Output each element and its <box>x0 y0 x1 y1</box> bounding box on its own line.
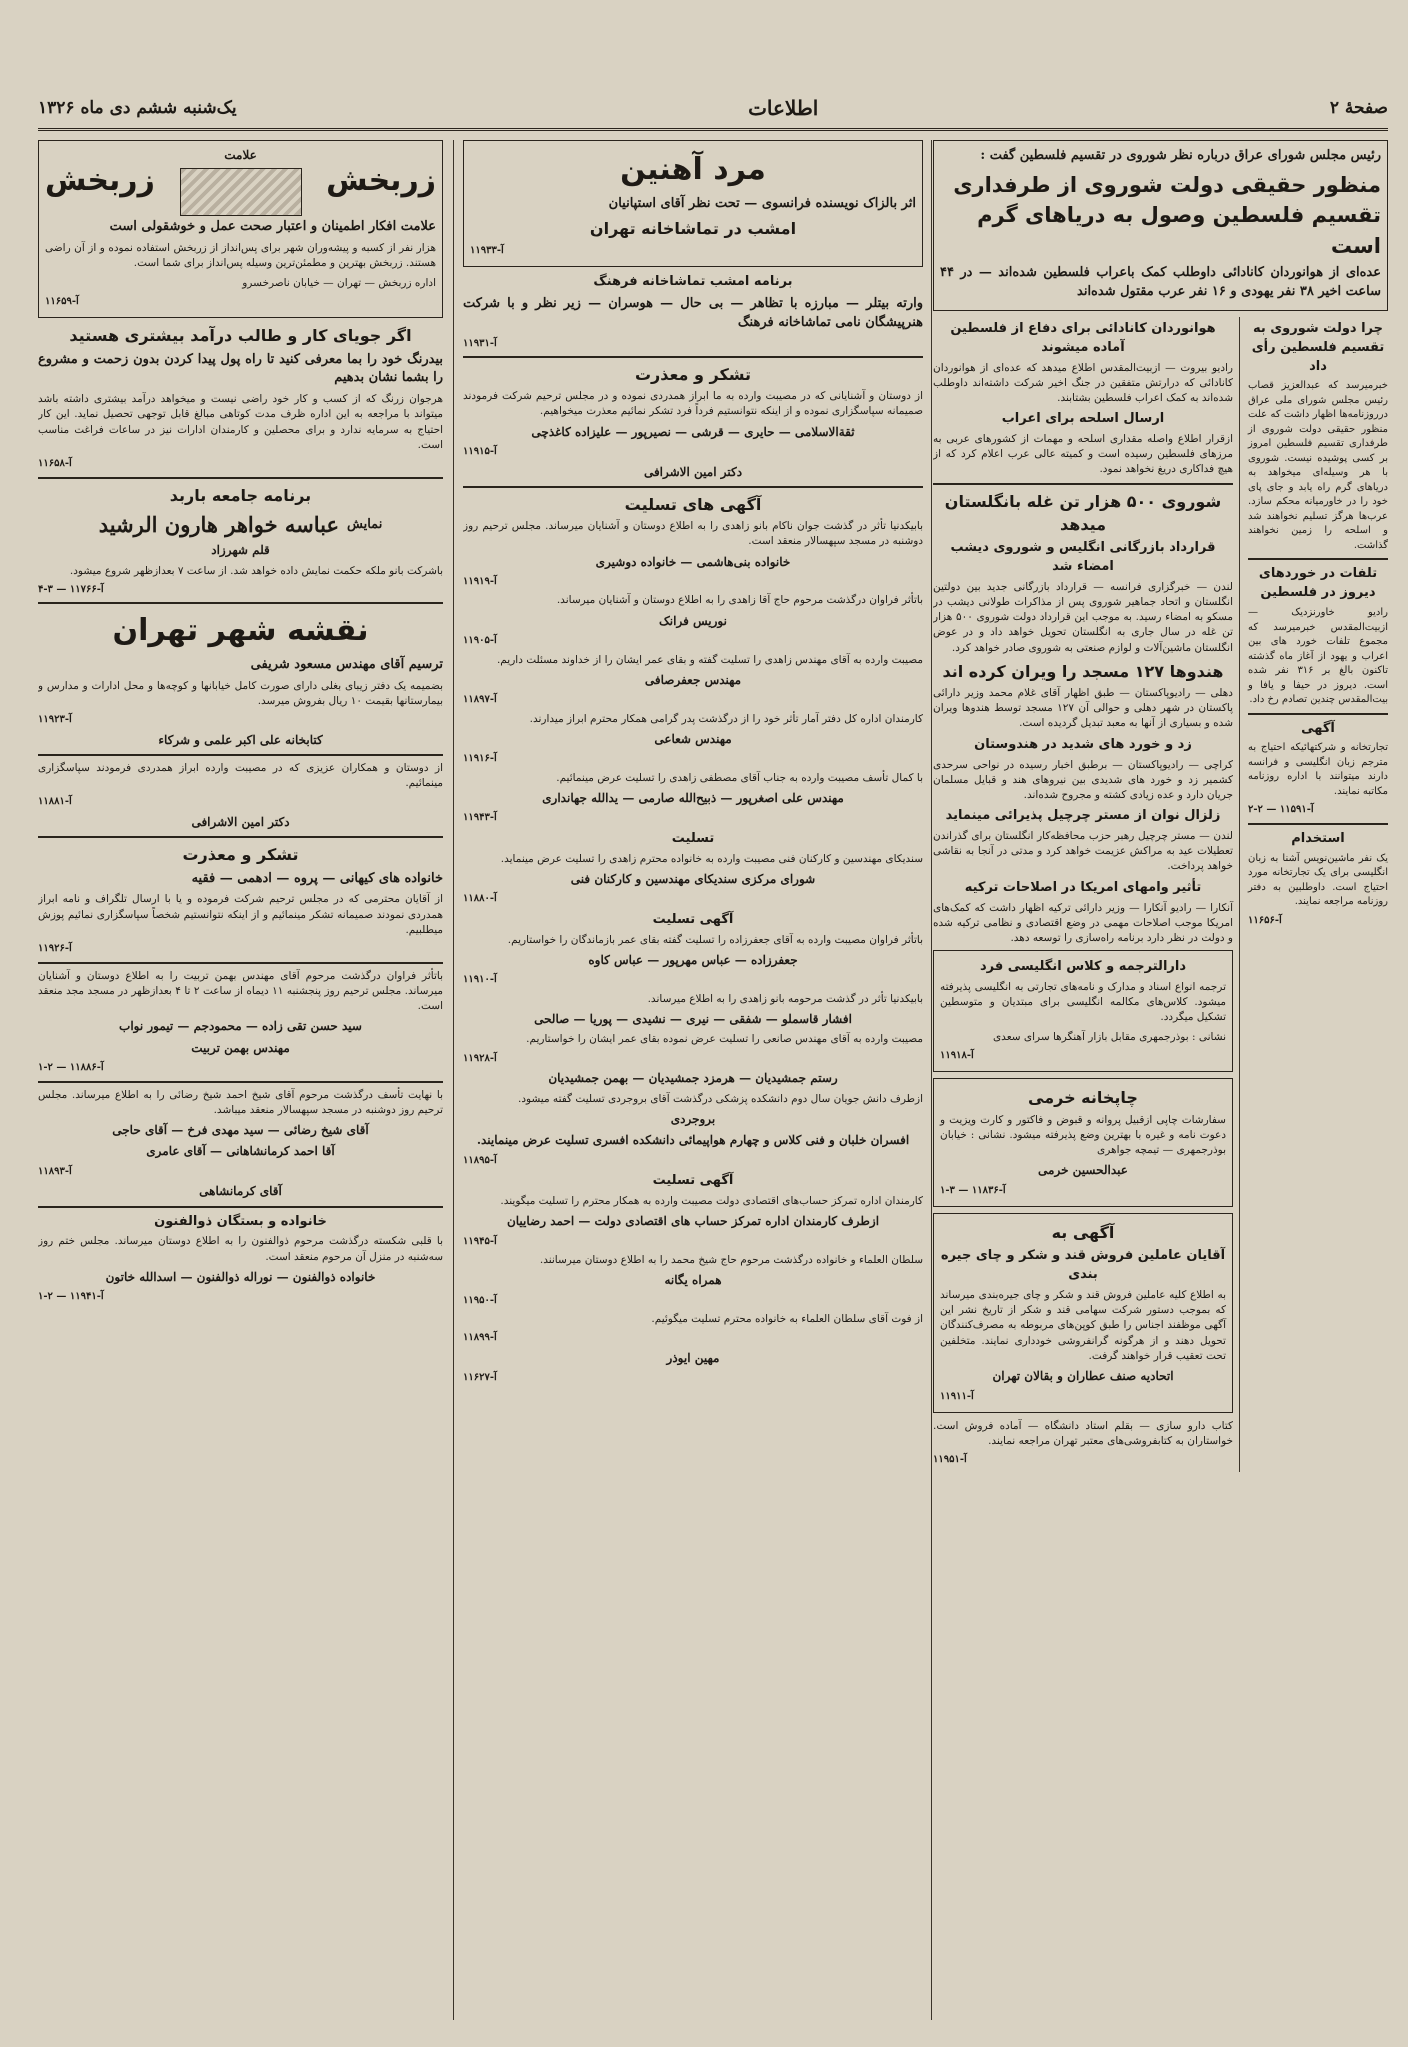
pilots-body: رادیو بیروت — ازبیت‌المقدس اطلاع میدهد که عده‌ای از هوانوردان کانادائی که درارتش متفقین در جنگ اخیر شرکت داشته‌اند داوطلب شده‌اند به کمک اعراب فلسطین بشتابند. <box>933 361 1233 404</box>
condolence-code: آ-۱۱۹۴۳ <box>463 812 497 824</box>
brand-name: زربخش <box>326 162 436 198</box>
lead-headline: منظور حقیقی دولت شوروی از طرفداری تقسیم فلسطین وصول به دریاهای گرم است <box>953 172 1381 258</box>
condolence-code: آ-۱۱۸۹۵ <box>463 1154 497 1166</box>
divider <box>1248 823 1388 825</box>
mosque-body: دهلی — رادیوپاکستان — طبق اظهار آقای غلام محمد وزیر دارائی پاکستان در شهر دهلی و حوالی آن ۱۲۷ مسجد توسط هندوها ویران شده و بسیاری از آنها به معبد تبدیل گردیده است. <box>933 687 1234 730</box>
map-subhead: ترسیم آقای مهندس مسعود شریفی <box>250 656 443 672</box>
left-notice-body: تجارتخانه و شرکتهائیکه احتیاج به مترجم زبان انگلیسی و فرانسه دارند میتوانند با اداره روزنامه مکاتبه نمایند. <box>1248 742 1388 797</box>
mourning-name: آقای کرمانشاهی <box>199 1184 282 1199</box>
page-number: صفحهٔ ۲ <box>1329 98 1388 118</box>
masthead <box>38 88 1388 131</box>
churchill-body: لندن — مستر چرچیل رهبر حزب محافظه‌کار انگلستان برای گذراندن تعطیلات عید به مراکش عزیمت خواهد کرد و مدتی در آنجا به نقاشی خواهد پرداخت. <box>933 830 1233 873</box>
column-rule <box>931 140 932 2020</box>
condolence-code: آ-۱۱۹۱۰ <box>463 974 497 986</box>
grain-body: لندن — خبرگزاری فرانسه — قرارداد بازرگانی جدید بین دولتین انگلستان و اتحاد جماهیر شوروی پس از مذاکرات طولانی دیشب در مسکو به امضاء رسید. به موجب این قرارداد دولت شوروی ۵۰۰ هزار تن غله در سال جاری به انگلستان تحویل خواهد داد و در عوض انگلستان ماشین‌آلات و لوازم صنعتی به شوروی صادر خواهد کرد. <box>933 580 1234 654</box>
condolence-body: ازطرف دانش جویان سال دوم دانشکده پزشکی درگذشت آقای بروجردی تسلیت گفته میشود. <box>518 1092 923 1105</box>
divider <box>933 483 1233 485</box>
thanks-code: آ-۱۱۸۸۱ <box>38 796 72 808</box>
ration-notice-org: اتحادیه صنف عطاران و بقالان تهران <box>992 1369 1174 1384</box>
ration-notice-headline: آگهی به <box>1051 1223 1115 1243</box>
thanks-doctor: دکتر امین الاشرافی <box>643 464 743 479</box>
politics-subcol-right <box>1248 317 1388 1472</box>
mourning-body: با نهایت تأسف درگذشت مرحوم آقای شیخ احمد شیخ رضائی را به اطلاع میرساند. مجلس ترحیم روز دوشنبه در مسجد سپهسالار منعقد میباشد. <box>38 1088 443 1116</box>
print-shop-code: آ-۱۱۸۳۶ — ۳-۱ <box>940 1184 1006 1196</box>
condolence-code: آ-۱۱۸۹۹ <box>463 1332 497 1344</box>
hire-code: آ-۱۱۶۵۶ <box>1248 914 1282 926</box>
divider <box>1248 558 1388 560</box>
print-shop-ad <box>933 1078 1233 1207</box>
translation-ad-headline: دارالترجمه و کلاس انگلیسی فرد <box>979 959 1187 975</box>
zarbakhsh-header <box>45 145 436 216</box>
casualties-body: رادیو خاورنزدیک — ازبیت‌المقدس خبرمیرسد که مجموع تلفات خورد های بین اعراب و یهود از آغاز ماه گذشته تاکنون بالغ بر ۳۱۶ نفر شده است. دیروز در حیفا و یافا و بیت‌المقدس چندین تصادم رخ داد. <box>1248 607 1388 706</box>
left-notice-code: آ-۱۱۵۹۱ — ۲-۲ <box>1248 804 1314 816</box>
kashmir-body: کراچی — رادیوپاکستان — برطبق اخبار رسیده در نواحی سرحدی کشمیر زد و خورد های شدیدی بین نیروهای هند و قبایل مسلمان جریان دارد و عده زیادی کشته و مجروح شده‌اند. <box>933 758 1233 801</box>
thanks-headline: تشکر و معذرت <box>182 845 299 865</box>
turkey-body: آنکارا — رادیو آنکارا — وزیر دارائی ترکیه اظهار داشت که کمک‌های امریکا موجب اصلاحات مهمی در وضع اقتصادی و نظامی ترکیه شده و دولت در نظر دارد برنامه راه‌سازی را توسعه دهد. <box>933 901 1233 944</box>
translation-ad-address: نشانی : بوذرجمهری مقابل بازار آهنگرها سرای سعدی <box>992 1030 1226 1043</box>
paper-name: اطلاعات <box>748 96 819 120</box>
condolence-signers: مهندس علی اصغرپور — ذبیح‌الله صارمی — یدالله جهانداری <box>542 791 844 806</box>
thanks-families: خانواده های کیهانی — پروه — ادهمی — فقیه <box>191 870 443 886</box>
condolence-code: آ-۱۱۸۸۰ <box>463 893 497 905</box>
lead-kicker: رئیس مجلس شورای عراق درباره نظر شوروی در تقسیم فلسطین گفت : <box>980 148 1381 163</box>
print-shop-headline: چاپخانه خرمی <box>1028 1088 1138 1108</box>
mosque-headline: هندوها ۱۲۷ مسجد را ویران کرده اند <box>942 661 1224 681</box>
condolence-body: باتأثر فراوان مصیبت وارده به آقای جعفرزاده را تسلیت گفته بقای عمر بازماندگان را خواستاریم. <box>507 933 923 946</box>
politics-subcol-left <box>933 317 1240 1472</box>
brand-code: آ-۱۱۶۵۹ <box>45 295 79 307</box>
program-code: آ-۱۱۹۳۱ <box>463 337 497 349</box>
divider <box>38 1081 443 1083</box>
thanks-code: آ-۱۱۹۱۵ <box>463 446 497 458</box>
condolence-body: سلطان العلماء و خانواده درگذشت مرحوم حاج شیخ محمد را به اطلاع دوستان میرسانند. <box>539 1254 923 1266</box>
thanks-code: آ-۱۱۹۲۶ <box>38 943 72 955</box>
play-author: قلم شهرزاد <box>211 543 270 558</box>
play-prefix: نمایش <box>347 516 383 532</box>
thanks-headline: تشکر و معذرت <box>634 365 752 385</box>
condolence-body: از فوت آقای سلطان العلماء به خانواده محترم تسلیت میگوئیم. <box>651 1313 923 1326</box>
play-title: عباسه خواهر هارون الرشید <box>98 511 340 537</box>
memorial-code: آ-۱۱۸۸۶ — ۲-۱ <box>38 1062 104 1073</box>
thanks-body: از دوستان و آشنایانی که در مصیبت وارده به ما ابراز همدردی نموده و در مجلس ترحیم شرکت فرمودند صمیمانه سپاسگزاری نموده و از اینکه نتوانستیم فرداً فرد تشکر نمائیم معذرت میخواهیم. <box>463 390 923 418</box>
grain-subhead: قرارداد بازرگانی انگلیس و شوروی دیشب امضاء شد <box>950 540 1216 574</box>
soviet-vote-headline: چرا دولت شوروی به تقسیم فلسطین رأی داد <box>1251 320 1385 374</box>
divider <box>38 477 443 479</box>
family-body: با قلبی شکسته درگذشت مرحوم ذوالفنون را به اطلاع دوستان میرساند. مجلس ختم روز سه‌شنبه در منزل آن مرحوم منعقد است. <box>38 1235 443 1263</box>
book-ad-code: آ-۱۱۹۵۱ <box>933 1454 967 1466</box>
condolence-body: با کمال تأسف مصیبت وارده به جناب آقای مصطفی زاهدی را تسلیت عرض مینمائیم. <box>556 771 923 784</box>
theater-ad <box>463 140 923 267</box>
pilots-headline: هوانوردان کانادائی برای دفاع از فلسطین آماده میشوند <box>950 320 1216 355</box>
ration-notice <box>933 1213 1233 1413</box>
condolence-code: آ-۱۱۹۴۵ <box>463 1235 497 1247</box>
thanks-signers: ثقةالاسلامی — حایری — قرشی — نصیرپور — علیزاده کاغذچی <box>531 424 855 439</box>
left-notice-headline: آگهی <box>1301 720 1335 736</box>
translation-ad-code: آ-۱۱۹۱۸ <box>940 1049 974 1061</box>
kashmir-headline: زد و خورد های شدید در هندوستان <box>974 736 1192 752</box>
condolence-signers: افشار قاسملو — شفقی — نیری — نشیدی — پوریا — صالحی <box>534 1012 852 1027</box>
condolence-code: آ-۱۱۶۲۷ <box>463 1372 497 1384</box>
ration-notice-code: آ-۱۱۹۱۱ <box>940 1390 974 1402</box>
condolence-headline: آگهی تسلیت <box>652 911 734 927</box>
condolence-code: آ-۱۱۹۲۸ <box>463 1052 497 1064</box>
job-ad-subhead: بیدرنگ خود را بما معرفی کنید تا راه پول پیدا کردن بدون زحمت و مشروع را بشما نشان بدهیم <box>38 351 443 386</box>
divider <box>38 962 443 964</box>
divider <box>1248 713 1388 715</box>
condolence-body: مصیبت وارده به آقای مهندس صانعی را تسلیت عرض نموده بقای عمر ایشان را خواستاریم. <box>526 1033 923 1046</box>
zarbakhsh-ad <box>38 140 443 318</box>
turkey-headline: تأثیر وامهای امریکا در اصلاحات ترکیه <box>964 879 1202 895</box>
job-ad-code: آ-۱۱۶۵۸ <box>38 458 72 470</box>
condolence-code: آ-۱۱۹۰۵ <box>463 635 497 647</box>
churchill-headline: زلزال نوان از مستر چرچیل پذیرائی مینماید <box>945 808 1221 824</box>
brand-slogan: علامت افکار اطمینان و اعتبار صحت عمل و خوشقولی است <box>109 219 436 235</box>
thanks-body: از دوستان و همکاران عزیزی که در مصیبت وارده ابراز همدردی فرمودند سپاسگزاری مینمائیم. <box>38 762 443 790</box>
condolence-body: باتأثر فراوان درگذشت مرحوم حاج آقا زاهدی را به اطلاع دوستان و آشنایان میرساند. <box>556 594 923 607</box>
condolence-code: آ-۱۱۹۱۶ <box>463 753 497 765</box>
play-code: آ-۱۱۷۶۶ — ۳-۴ <box>38 583 104 595</box>
hire-body: یک نفر ماشین‌نویس آشنا به زبان انگلیسی برای یک تجارتخانه مورد احتیاج است. داوطلبین به دفتر روزنامه مراجعه نمایند. <box>1248 852 1388 908</box>
condolence-signers: مهین ایوذر <box>666 1350 720 1365</box>
divider <box>463 486 923 488</box>
divider <box>38 602 443 604</box>
brand-name: زربخش <box>45 162 155 198</box>
grain-headline: شوروی ۵۰۰ هزار تن غله بانگلستان میدهد <box>944 491 1222 534</box>
thanks-signer: دکتر امین الاشرافی <box>191 814 290 829</box>
condolence-signers: مهندس جعفرصافی <box>644 672 742 687</box>
print-shop-body: سفارشات چاپی ازقبیل پروانه و قبوض و فاکتور و کارت ویزیت و دعوت نامه و غیره با بهترین وضع پذیرفته میشود. نشانی : خیابان بوذرجمهری — تیمچه جواهری <box>940 1113 1226 1157</box>
condolence-signers: مهندس شعاعی <box>654 731 732 746</box>
condolence-body: کارمندان اداره کل دفتر آمار تأثر خود را از درگذشت پدر گرامی همکار محترم ابراز میدارند. <box>529 712 923 725</box>
divider <box>38 1206 443 1208</box>
condolence-signers: همراه یگانه <box>664 1273 722 1288</box>
ration-notice-body: به اطلاع کلیه عاملین فروش قند و شکر و چای جیره‌بندی میرساند که بموجب دستور شرکت سهامی قند و شکر از تاریخ نشر این آگهی موظفند اجناس را طبق کوپن‌های مربوطه به مصرف‌کنندگان تحویل دهند و از هرگونه گرانفروشی خودداری نمایند. متخلفین تحت تعقیب قرار خواهند گرفت. <box>940 1289 1226 1362</box>
arms-headline: ارسال اسلحه برای اعراب <box>1001 411 1165 427</box>
theater-code: آ-۱۱۹۳۳ <box>470 244 504 256</box>
brand-mark-label: علامت <box>224 148 257 162</box>
condolence-headline: تسلیت <box>671 830 715 846</box>
notices-column <box>463 140 923 2020</box>
brand-body: هزار نفر از کسبه و پیشه‌وران شهر برای پس‌انداز از زربخش استفاده نموده و از آن راضی هستند. زربخش بهترین و مطمئن‌ترین وسیله پس‌انداز برای شما است. <box>45 242 436 270</box>
theater-tonight: امشب در تماشاخانه تهران <box>589 219 797 239</box>
memorial-name: مهندس بهمن تربیت <box>191 1040 290 1055</box>
map-code: آ-۱۱۹۲۳ <box>38 714 72 726</box>
condolence-signers: نوریس فرانک <box>659 613 727 628</box>
play-title-row <box>38 510 443 540</box>
job-ad-body: هرجوان زرنگ که از کسب و کار خود راضی نیست و میخواهد درآمد بیشتری داشته باشد میتواند با مراجعه به این اداره ظرف مدت کوتاهی مبالغ قابل توجهی تحصیل نماید. این کار احتیاج به سرمایه ندارد و برای محصلین و کارمندان ادارات نیز در ساعات فراغت مناسب است. <box>38 393 443 451</box>
column-rule <box>453 140 454 2020</box>
condolence-code: آ-۱۱۸۹۷ <box>463 694 497 706</box>
family-signers: خانواده ذوالفنون — نوراله ذوالفنون — اسدالله خاتون <box>105 1269 376 1284</box>
print-shop-owner: عبدالحسین خرمی <box>1038 1163 1128 1178</box>
condolence-signers: جعفرزاده — عباس مهرپور — عباس کاوه <box>588 952 798 967</box>
hire-headline: استخدام <box>1291 830 1345 846</box>
condolence-section-headline: آگهی های تسلیت <box>624 494 762 514</box>
condolence-body: مصیبت وارده به آقای مهندس زاهدی را تسلیت گفته و بقای عمر ایشان را از خداوند مسئلت داریم. <box>496 653 923 666</box>
condolence-signers: افسران خلبان و فنی کلاس و چهارم هواپیمائی دانشکده افسری تسلیت عرض مینمایند. <box>476 1133 910 1148</box>
condolence-signers: ازطرف کارمندان اداره تمرکز حساب های اقتصادی دولت — احمد رضاییان <box>506 1214 880 1229</box>
memorial-body: باتأثر فراوان درگذشت مرحوم آقای مهندس بهمن تربیت را به اطلاع دوستان و آشنایان میرساند. مجلس ترحیم روز پنجشنبه ۱۱ دیماه از ساعت ۲ تا ۴ بعدازظهر در مسجد مجد منعقد است. <box>38 969 443 1012</box>
lead-subhead: عده‌ای از هوانوردان کانادائی داوطلب کمک باعراب فلسطین شده‌اند — در ۴۴ ساعت اخیر ۳۸ نفر یهودی و ۱۶ نفر عرب مقتول شده‌اند <box>940 265 1381 299</box>
mourning-signers: آقا احمد کرمانشاهانی — آقای عامری <box>146 1144 335 1159</box>
divider <box>38 754 443 756</box>
translation-ad <box>933 950 1233 1072</box>
divider <box>463 356 923 358</box>
barbad-headline: برنامه جامعه باربد <box>169 485 312 505</box>
mourning-signers: آقای شیخ رضائی — سید مهدی فرخ — آقای حاجی <box>112 1122 369 1137</box>
thanks-body: از آقایان محترمی که در مجلس ترحیم شرکت فرموده و یا با ارسال تلگراف و نامه ابراز همدردی نمودند صمیمانه تشکر مینمائیم و از اینکه نتوانستیم شخصاً سپاسگزاری نمائیم پوزش میطلبیم. <box>38 893 443 936</box>
arms-body: ازقرار اطلاع واصله مقداری اسلحه و مهمات از کشورهای عربی به مرزهای فلسطین رسیده است و کمیته عالی عرب اعلام کرد که از هیچ فداکاری دریغ نخواهد نمود. <box>933 433 1233 476</box>
divider <box>38 836 443 838</box>
condolence-signers: بروجردی <box>670 1111 716 1126</box>
politics-subcolumns <box>933 317 1388 1472</box>
brand-logo <box>180 145 302 216</box>
book-ad-body: کتاب دارو سازی — بقلم استاد دانشگاه — آماده فروش است. خواستاران به کتابفروشی‌های معتبر تهران مراجعه نمایند. <box>933 1420 1233 1448</box>
issue-date: یک‌شنبه ششم دی ماه ۱۳۲۶ <box>38 98 237 118</box>
map-body: بضمیمه یک دفتر زیبای بغلی دارای صورت کامل خیابانها و کوچه‌ها و محل ادارات و مدارس و بیمارستانها بقیمت ۱۰ ریال بفروش میرسد. <box>38 679 443 707</box>
condolence-body: بابیکدنیا تأثر در گذشت مرحومه بانو زاهدی را به اطلاع میرساند. <box>647 992 923 1005</box>
condolence-code: آ-۱۱۹۱۹ <box>463 575 497 587</box>
brand-address: اداره زربخش — تهران — خیابان ناصرخسرو <box>242 276 436 289</box>
condolence-headline: آگهی تسلیت <box>652 1173 734 1189</box>
soviet-vote-body: خبرمیرسد که عبدالعزیز قصاب رئیس مجلس شورای ملی عراق درروزنامه‌ها اظهار داشت که علت منظور حقیقی دولت شوروی از طرفداری تقسیم فلسطین امروز بر کسی پوشیده نیست. شوروی با هر وسیله‌ای میخواهد به دریاهای گرم راه یابد و جای پای خود را در خاورمیانه محکم سازد. عرب‌ها هرگز تسلیم نخواهند شد و اسلحه را زمین نخواهند گذاشت. <box>1248 380 1388 551</box>
program-headline: برنامه امشب تماشاخانه فرهنگ <box>593 274 793 290</box>
family-headline: خانواده و بستگان ذوالفنون <box>154 1213 327 1229</box>
condolence-code: آ-۱۱۹۵۰ <box>463 1294 497 1306</box>
condolence-signers: خانواده بنی‌هاشمی — خانواده دوشیری <box>595 554 791 569</box>
condolence-body: کارمندان اداره تمرکز حساب‌های اقتصادی دولت مصیبت وارده به همکار محترم را تسلیت میگویند. <box>500 1194 923 1207</box>
map-headline: نقشه شهر تهران <box>112 613 369 649</box>
ration-notice-subhead: آقایان عاملین فروش قند و شکر و چای جیره بندی <box>940 1248 1226 1283</box>
money-bill-icon <box>180 168 302 216</box>
family-code: آ-۱۱۹۴۱ — ۲-۱ <box>38 1291 104 1303</box>
job-ad-headline: اگر جویای کار و طالب درآمد بیشتری هستید <box>69 326 412 346</box>
newspaper-page <box>38 88 1388 2028</box>
condolence-signers: رستم جمشیدیان — هرمزد جمشیدیان — بهمن جمشیدیان <box>548 1071 838 1086</box>
condolence-signers: شورای مرکزی سندیکای مهندسین و کارکنان فنی <box>570 871 816 886</box>
play-body: باشرکت بانو ملکه حکمت نمایش داده خواهد شد. از ساعت ۷ بعدازظهر شروع میشود. <box>69 564 443 577</box>
translation-ad-body: ترجمه انواع اسناد و مدارک و نامه‌های تجارتی به انگلیسی پذیرفته میشود. کلاس‌های مکالمه انگلیسی برای مبتدیان و متوسطین تشکیل میگردد. <box>940 981 1226 1024</box>
theater-credit: اثر بالزاک نویسنده فرانسوی — تحت نظر آقای استپانیان <box>608 195 916 211</box>
program-body: وارته بیتلر — مبارزه با تظاهر — بی حال — هوسران — زیر نظر و با شرکت هنرپیشگان نامی تماشاخانه فرهنگ <box>463 295 923 330</box>
condolence-body: سندیکای مهندسین و کارکنان فنی مصیبت وارده به خانواده محترم زاهدی را تسلیت عرض مینماید. <box>500 852 923 865</box>
casualties-headline: تلفات در خوردهای دیروز در فلسطین <box>1258 566 1378 601</box>
ads-column <box>38 140 443 2020</box>
map-seller: کتابخانه علی اکبر علمی و شرکاء <box>158 732 323 747</box>
condolence-body: بابیکدنیا تأثر در گذشت جوان ناکام بانو زاهدی را به اطلاع دوستان و آشنایان میرساند. مجلس ترحیم روز دوشنبه در مسجد سپهسالار منعقد است. <box>463 520 923 548</box>
lead-story <box>933 140 1388 311</box>
memorial-signers: سید حسن تقی زاده — محمودجم — تیمور نواب <box>119 1019 362 1034</box>
theater-title: مرد آهنین <box>620 152 766 187</box>
mourning-code: آ-۱۱۸۹۳ <box>38 1165 72 1177</box>
politics-column <box>933 140 1388 2020</box>
